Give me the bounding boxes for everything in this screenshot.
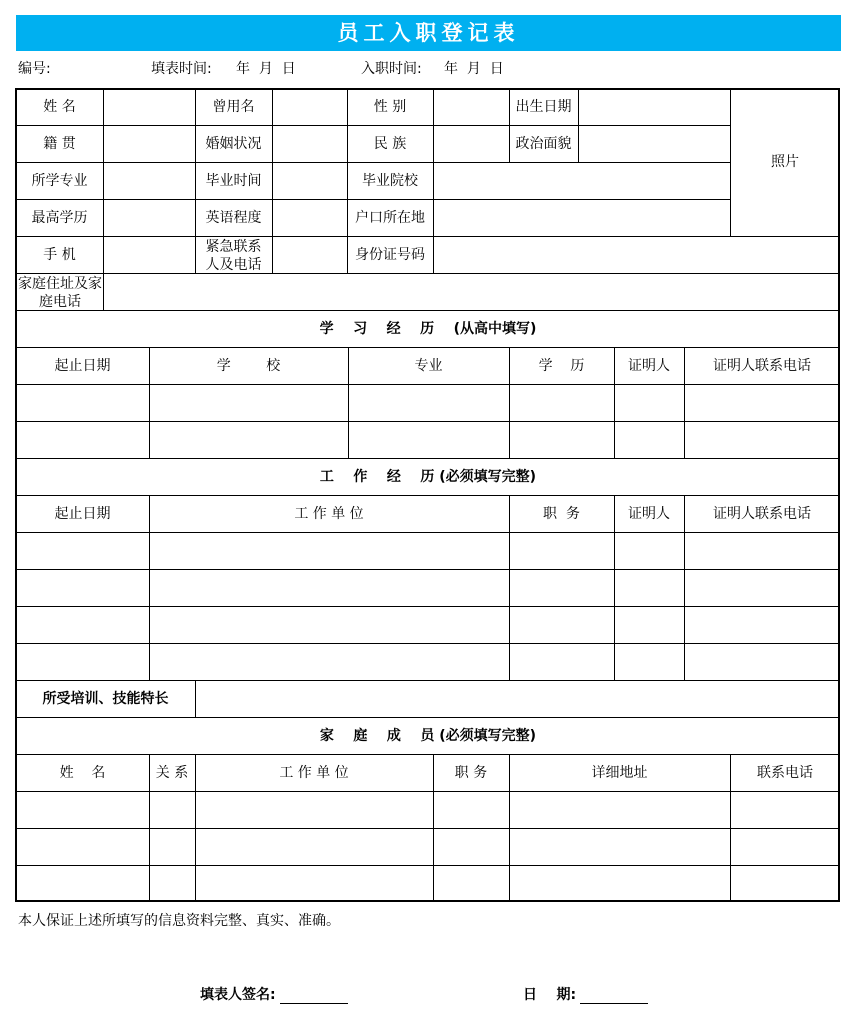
study-history-header: 学 习 经 历 (从高中填写) xyxy=(319,320,537,337)
form-title: 员工入职登记表 xyxy=(16,15,841,51)
family-col-position: 职 务 xyxy=(454,764,488,781)
number-label: 编号: xyxy=(18,61,51,77)
work-col-referee: 证明人 xyxy=(628,505,670,522)
family-col-name: 姓 名 xyxy=(59,764,106,781)
entry-time-value: 年 月 日 xyxy=(444,61,504,77)
date-line[interactable] xyxy=(580,989,648,1004)
family-col-address: 详细地址 xyxy=(591,764,648,781)
study-col-referee-phone: 证明人联系电话 xyxy=(713,357,811,374)
study-col-dates: 起止日期 xyxy=(54,357,111,374)
birth-date-label: 出生日期 xyxy=(515,98,572,115)
family-col-relation: 关 系 xyxy=(155,764,189,781)
work-history-header: 工 作 经 历 (必须填写完整) xyxy=(319,468,537,485)
fill-time-value: 年 月 日 xyxy=(236,61,296,77)
study-col-degree: 学 历 xyxy=(538,357,585,374)
study-col-major: 专业 xyxy=(414,357,443,374)
training-label: 所受培训、技能特长 xyxy=(42,690,169,707)
fill-time-label: 填表时间: xyxy=(151,61,212,77)
work-col-employer: 工 作 单 位 xyxy=(294,505,364,522)
family-col-phone: 联系电话 xyxy=(757,764,813,781)
guarantee-statement: 本人保证上述所填写的信息资料完整、真实、准确。 xyxy=(18,913,340,929)
graduation-time-label: 毕业时间 xyxy=(205,172,262,189)
study-col-school: 学 校 xyxy=(216,357,281,374)
family-members-header: 家 庭 成 员 (必须填写完整) xyxy=(319,727,537,744)
home-address-label: 家庭住址及家庭电话 xyxy=(18,276,102,310)
native-place-label: 籍 贯 xyxy=(43,135,76,152)
former-name-label: 曾用名 xyxy=(212,98,255,115)
school-label: 毕业院校 xyxy=(362,172,418,189)
hukou-label: 户口所在地 xyxy=(355,209,425,226)
entry-time-label: 入职时间: xyxy=(361,61,422,77)
date-label: 日 期: xyxy=(523,987,577,1003)
gender-label: 性 别 xyxy=(373,98,407,115)
major-label: 所学专业 xyxy=(31,172,88,189)
study-col-referee: 证明人 xyxy=(628,357,670,374)
phone-label: 手 机 xyxy=(43,246,76,263)
work-col-dates: 起止日期 xyxy=(54,505,111,522)
signature-field[interactable] xyxy=(200,986,348,1004)
english-level-label: 英语程度 xyxy=(205,209,262,226)
id-number-label: 身份证号码 xyxy=(355,246,425,263)
education-label: 最高学历 xyxy=(31,209,88,226)
signature-line[interactable] xyxy=(280,989,348,1004)
ethnicity-label: 民 族 xyxy=(373,135,407,152)
emergency-contact-label: 紧急联系人及电话 xyxy=(205,239,262,273)
family-col-employer: 工 作 单 位 xyxy=(279,764,349,781)
work-col-position: 职 务 xyxy=(543,505,580,522)
marital-status-label: 婚姻状况 xyxy=(205,135,262,152)
signature-label: 填表人签名: xyxy=(200,987,276,1003)
political-status-label: 政治面貌 xyxy=(515,135,572,152)
name-label: 姓 名 xyxy=(43,98,76,115)
work-col-referee-phone: 证明人联系电话 xyxy=(713,505,811,522)
date-field[interactable] xyxy=(523,986,648,1004)
photo-box[interactable]: 照片 xyxy=(771,154,799,170)
